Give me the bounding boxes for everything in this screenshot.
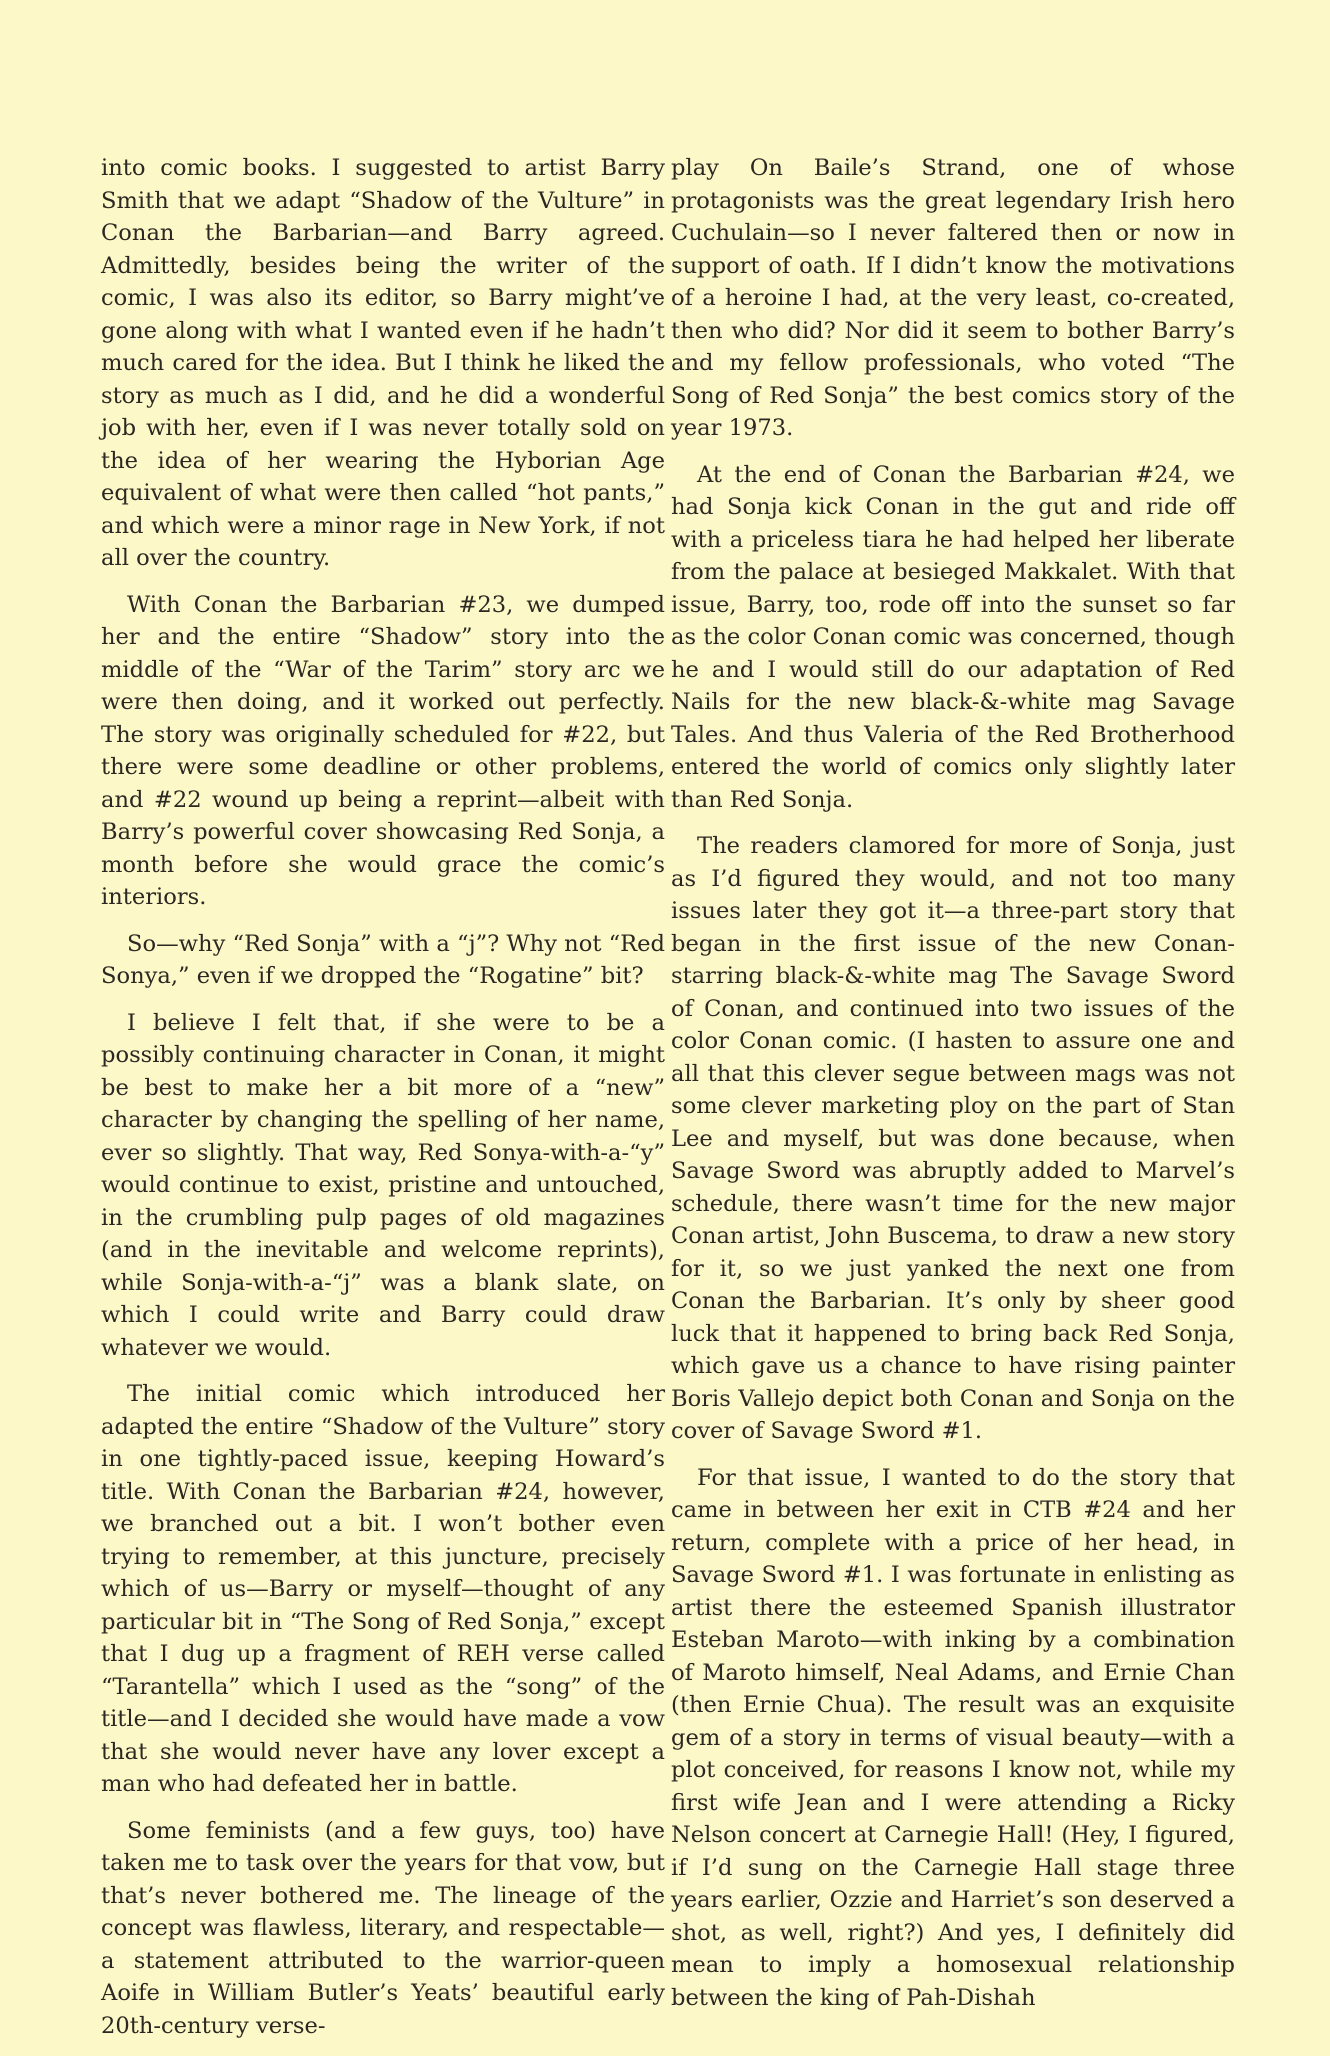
paragraph: The initial comic which introduced her adapted the entire “Shadow of the Vulture” story in one tightly-paced issue, keeping Howard’s title. With Conan the Barbarian #24, however, we branched out a bit. I won’t bother even trying to remember, at this juncture, precisely which of us—Barry or myself—thought of any particular bit in “The Song of Red Sonja,” except that I dug up a fragment of REH verse called “Tarantella” which I used as the “song” of the title—and I decided she would have made a vow that she would never have any lover except a man who had defeated her in battle. (101, 1381, 665, 1797)
paragraph: Some feminists (and a few guys, too) have taken me to task over the years for that vow, but that’s never bothered me. The lineage of the concept was flawless, literary, and respectable—a statement attributed to the warrior-queen Aoife in William Butler’s Yeats’ beautiful early 20th-century verse- (101, 1817, 665, 2039)
paragraph: So—why “Red Sonja” with a “j”? Why not “Red Sonya,” even if we dropped the “Rogatine” bit? (101, 930, 665, 989)
paragraph: With Conan the Barbarian #23, we dumped her and the entire “Shadow” story into the middle of the “War of the Tarim” story arc we were then doing, and it worked out perfectly. The story was originally scheduled for #22, but there were some deadline or other problems, and #22 wound up being a reprint—albeit with Barry’s powerful cover showcasing Red Sonja, a month before she would grace the comic’s interiors. (101, 591, 665, 910)
paragraph: play On Baile’s Strand, one of whose protagonists was the great legendary Irish hero Cuchulain—so I never faltered then or now in support of oath. If I didn’t know the motivations of a heroine I had, at the very least, co-created, then who did? Nor did it seem to bother Barry’s and my fellow professionals, who voted “The Song of Red Sonja” the best comics story of the year 1973. (671, 155, 1235, 441)
paragraph: I believe I felt that, if she were to be a possibly continuing character in Conan, it might be best to make her a bit more of a “new” character by changing the spelling of her name, ever so slightly. That way, Red Sonya-with-a-“y” would continue to exist, pristine and untouched, in the crumbling pulp pages of old magazines (and in the inevitable and welcome reprints), while Sonja-with-a-“j” was a blank slate, on which I could write and Barry could draw whatever we would. (101, 1009, 665, 1361)
paragraph: For that issue, I wanted to do the story that came in between her exit in CTB #24 and her return, complete with a price of her head, in Savage Sword #1. I was fortunate in enlisting as artist there the esteemed Spanish illustrator Esteban Maroto—with inking by a combination of Maroto himself, Neal Adams, and Ernie Chan (then Ernie Chua). The result was an exquisite gem of a story in terms of visual beauty—with a plot conceived, for reasons I know not, while my first wife Jean and I were attending a Ricky Nelson concert at Carnegie Hall! (Hey, I figured, if I’d sung on the Carnegie Hall stage three years earlier, Ozzie and Harriet’s son deserved a shot, as well, right?) And yes, I definitely did mean to imply a homosexual relationship between the king of Pah-Dishah (671, 1464, 1235, 2011)
paragraph: The readers clamored for more of Sonja, just as I’d figured they would, and not too many issues later they got it—a three-part story that began in the first issue of the new Conan-starring black-&-white mag The Savage Sword of Conan, and continued into two issues of the color Conan comic. (I hasten to assure one and all that this clever segue between mags was not some clever marketing ploy on the part of Stan Lee and myself, but was done because, when Savage Sword was abruptly added to Marvel’s schedule, there wasn’t time for the new major Conan artist, John Buscema, to draw a new story for it, so we just yanked the next one from Conan the Barbarian. It’s only by sheer good luck that it happened to bring back Red Sonja, which gave us a chance to have rising painter Boris Vallejo depict both Conan and Sonja on the cover of Savage Sword #1. (671, 833, 1235, 1444)
left-text-column (101, 152, 665, 2056)
right-text-column (671, 152, 1235, 2028)
paragraph: At the end of Conan the Barbarian #24, we had Sonja kick Conan in the gut and ride off with a priceless tiara he had helped her liberate from the palace at besieged Makkalet. With that issue, Barry, too, rode off into the sunset so far as the color Conan comic was concerned, though he and I would still do our adaptation of Red Nails for the new black-&-white mag Savage Tales. And thus Valeria of the Red Brotherhood entered the world of comics only slightly later than Red Sonja. (671, 461, 1235, 813)
paragraph: into comic books. I suggested to artist Barry Smith that we adapt “Shadow of the Vulture” in Conan the Barbarian—and Barry agreed. Admittedly, besides being the writer of the comic, I was also its editor, so Barry might’ve gone along with what I wanted even if he hadn’t much cared for the idea. But I think he liked the story as much as I did, and he did a wonderful job with her, even if I was never totally sold on the idea of her wearing the Hyborian Age equivalent of what were then called “hot pants,” and which were a minor rage in New York, if not all over the country. (101, 155, 665, 571)
